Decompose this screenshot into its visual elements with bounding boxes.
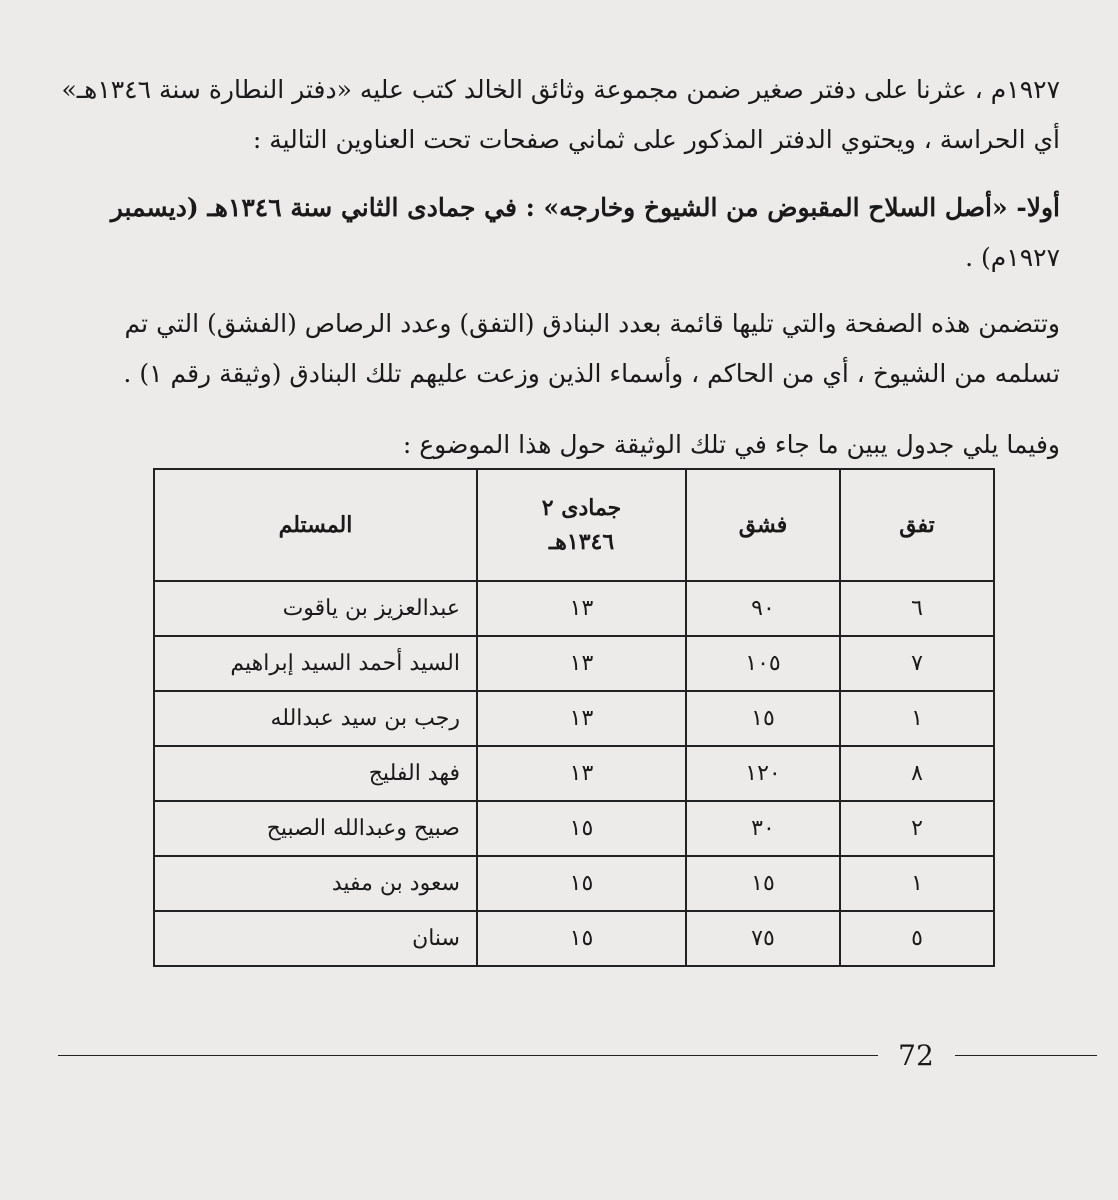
cell-fashaq: ٩٠ <box>686 581 840 636</box>
cell-jumada: ١٥ <box>477 911 686 966</box>
cell-recipient: سنان <box>154 911 477 966</box>
cell-recipient: سعود بن مفيد <box>154 856 477 911</box>
cell-tafaq: ١ <box>840 856 994 911</box>
cell-recipient: عبدالعزيز بن ياقوت <box>154 581 477 636</box>
paragraph-intro-line-1: ١٩٢٧م ، عثرنا على دفتر صغير ضمن مجموعة وثائق الخالد كتب عليه «دفتر النطارة سنة ١٣٤٦هـ» <box>61 75 1060 104</box>
cell-fashaq: ١٥ <box>686 856 840 911</box>
header-tafaq: تفق <box>840 469 994 581</box>
header-fashaq: فشق <box>686 469 840 581</box>
paragraph-contents-line-1: وتتضمن هذه الصفحة والتي تليها قائمة بعدد البنادق (التفق) وعدد الرصاص (الفشق) التي تم <box>124 309 1060 338</box>
cell-recipient: السيد أحمد السيد إبراهيم <box>154 636 477 691</box>
table-row <box>154 636 994 691</box>
table-row <box>154 581 994 636</box>
table-row <box>154 801 994 856</box>
paragraph-intro-line-2: أي الحراسة ، ويحتوي الدفتر المذكور على ثماني صفحات تحت العناوين التالية : <box>252 125 1060 154</box>
cell-fashaq: ١٥ <box>686 691 840 746</box>
cell-fashaq: ١٢٠ <box>686 746 840 801</box>
cell-jumada: ١٣ <box>477 691 686 746</box>
header-jumada-line-2: ١٣٤٦هـ <box>548 529 615 555</box>
cell-fashaq: ١٠٥ <box>686 636 840 691</box>
cell-jumada: ١٥ <box>477 856 686 911</box>
cell-fashaq: ٧٥ <box>686 911 840 966</box>
cell-tafaq: ٨ <box>840 746 994 801</box>
cell-jumada: ١٣ <box>477 746 686 801</box>
paragraph-contents-line-2: تسلمه من الشيوخ ، أي من الحاكم ، وأسماء الذين وزعت عليهم تلك البنادق (وثيقة رقم ١) . <box>123 359 1060 388</box>
table-row <box>154 746 994 801</box>
cell-fashaq: ٣٠ <box>686 801 840 856</box>
section-first-line-1: أولا- «أصل السلاح المقبوض من الشيوخ وخارجه» : في جمادى الثاني سنة ١٣٤٦هـ (ديسمبر <box>110 193 1060 222</box>
cell-tafaq: ٦ <box>840 581 994 636</box>
weapons-table <box>153 468 995 967</box>
cell-jumada: ١٣ <box>477 636 686 691</box>
table-row <box>154 911 994 966</box>
cell-tafaq: ٢ <box>840 801 994 856</box>
section-first-line-2: ١٩٢٧م) . <box>965 243 1060 272</box>
cell-recipient: فهد الفليج <box>154 746 477 801</box>
header-jumada-line-1: جمادى ٢ <box>541 495 622 521</box>
header-recipient: المستلم <box>154 469 477 581</box>
table-row <box>154 691 994 746</box>
cell-tafaq: ٥ <box>840 911 994 966</box>
table-header-row <box>154 469 994 581</box>
cell-tafaq: ١ <box>840 691 994 746</box>
footer-divider-left <box>58 1055 878 1056</box>
footer-divider-right <box>955 1055 1097 1056</box>
header-jumada <box>477 469 686 581</box>
cell-recipient: صبيح وعبدالله الصبيح <box>154 801 477 856</box>
cell-recipient: رجب بن سيد عبدالله <box>154 691 477 746</box>
table-row <box>154 856 994 911</box>
cell-tafaq: ٧ <box>840 636 994 691</box>
page-number: 72 <box>898 1039 934 1072</box>
table-intro-line: وفيما يلي جدول يبين ما جاء في تلك الوثيقة حول هذا الموضوع : <box>402 430 1060 459</box>
cell-jumada: ١٥ <box>477 801 686 856</box>
cell-jumada: ١٣ <box>477 581 686 636</box>
